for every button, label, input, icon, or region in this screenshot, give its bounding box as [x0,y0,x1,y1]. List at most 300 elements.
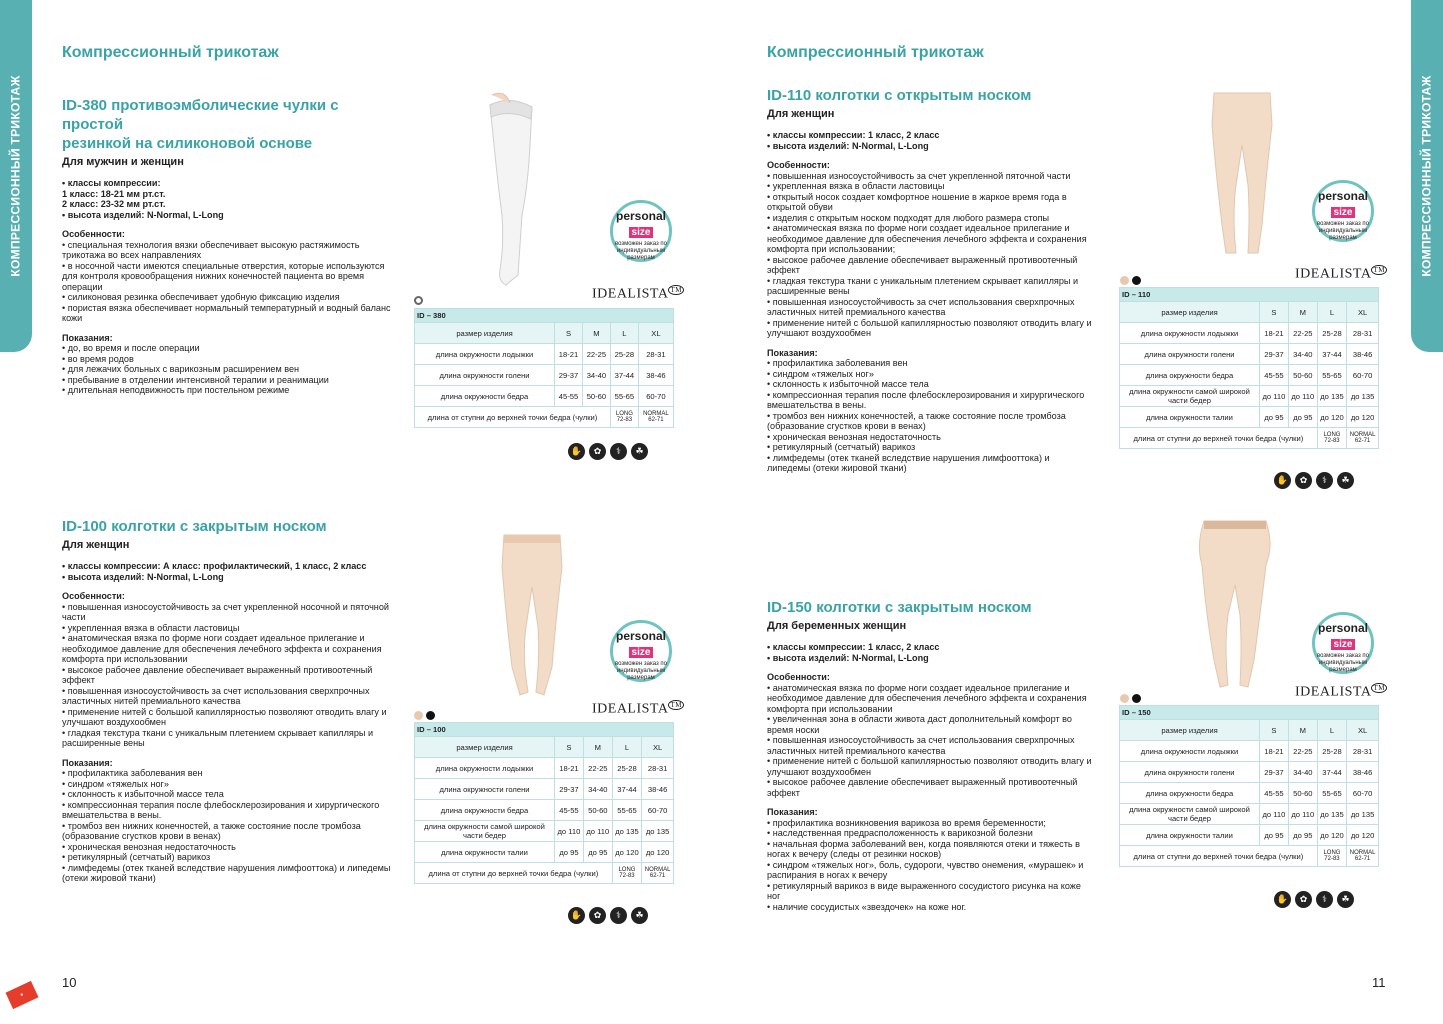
table-cell: 22-25 [582,344,610,365]
table-cell: 37-44 [1317,762,1346,783]
indications-heading: Показания: [62,757,113,768]
normal-value: 62-71 [1354,438,1371,444]
feature-item: • силиконовая резинка обеспечивает удобную фиксацию изделия [62,292,340,302]
indication-item: • синдром «тяжелых ног» [62,778,169,789]
table-cell: длина от ступни до верхней точки бедра (чулки) [1120,428,1318,449]
table-cell: 45-55 [555,386,583,407]
table-cell: 38-46 [1347,762,1379,783]
brand-logo: IDEALISTA ™ [592,286,682,302]
normal-value: 62-71 [648,417,664,423]
table-length-row [415,407,674,428]
feature-item: • повышенная износоустойчивость за счет использования сверхпрочных эластичных нитей премиального качества [767,296,1075,317]
table-row [415,344,674,365]
table-cell: 25-28 [1317,323,1346,344]
personal-size-badge: personal size возможен заказ по индивидуальным размерам [610,200,672,262]
spec-line: 2 класс: 23-32 мм рт.ст. [62,199,166,209]
normal-label: NORMAL [1349,432,1376,438]
table-cell: до 110 [555,821,584,842]
table-cell: длина от ступни до верхней точки бедра (чулки) [415,863,613,884]
long-label: LONG [615,411,633,417]
long-value: 72-83 [616,417,633,423]
long-label: LONG [618,867,636,873]
color-swatches [414,707,438,717]
normal-value: 62-71 [649,873,666,879]
table-cell: 28-31 [1347,741,1379,762]
sensitive-skin-icon: ☘ [1337,891,1354,908]
spec-line: • классы компрессии: [62,178,161,188]
indication-item: • тромбоз вен нижних конечностей, а также состояние после тромбоза (образование сгустков крови в венах) [767,410,1066,431]
table-cell: 29-37 [1260,762,1289,783]
indication-item: • лимфедемы (отек тканей вследствие нарушения лимфооттока) и липедемы (отеки жировой ткани) [62,862,391,883]
product-id110 [767,86,1095,474]
feature-item: • повышенная износоустойчивость за счет использования сверхпрочных эластичных нитей премиального качества [62,685,370,706]
white-swatch [414,296,423,305]
personal-size-badge: personal size возможен заказ по индивидуальным размерам [1312,180,1374,242]
table-row [415,821,674,842]
table-cell: длина окружности талии [415,842,555,863]
table-cell: длина от ступни до верхней точки бедра (чулки) [1120,846,1318,867]
indication-item: • пребывание в отделении интенсивной терапии и реанимации [62,374,329,385]
table-cell: 22-25 [1288,323,1317,344]
table-cell: 45-55 [1260,365,1289,386]
sensitive-skin-icon: ☘ [631,907,648,924]
product-subtitle: Для женщин [767,108,835,120]
table-cell: до 110 [1260,386,1289,407]
product-id150 [767,598,1095,912]
table-cell: 50-60 [1288,783,1317,804]
table-id-label: ID – 110 [1120,288,1379,302]
feature-item: • специальная технология вязки обеспечивает высокую растяжимость трикотажа во всех направлениях [62,239,360,260]
table-cell: 28-31 [638,344,673,365]
indication-item: • хроническая венозная недостаточность [767,431,941,442]
table-cell: 55-65 [1317,783,1346,804]
feature-icons [1274,472,1354,489]
feature-item: • пористая вязка обеспечивает нормальный температурный и водный баланс кожи [62,302,391,323]
product-title: ID-150 колготки с закрытым носком [767,599,1032,616]
table-cell: до 120 [1317,825,1346,846]
feature-item: • анатомическая вязка по форме ноги создает идеальное прилегание и необходимое давление для обеспечения лечебного эффекта и сохранения комфорта при использовании; [767,223,1087,254]
long-label: LONG [1323,432,1341,438]
table-header-row [1120,302,1379,323]
table-cell: 55-65 [610,386,638,407]
product-id100 [62,517,392,884]
table-cell: до 95 [555,842,584,863]
table-id-label: ID – 100 [415,723,674,737]
color-swatches [1120,690,1144,700]
hypoallergenic-icon: ✿ [589,443,606,460]
feature-item: • увеличенная зона в области живота даст дополнительный комфорт во время носки [767,714,1072,735]
latex-free-icon: ✋ [568,443,585,460]
table-cell: длина окружности лодыжки [415,758,555,779]
indication-item: • хроническая венозная недостаточность [62,841,236,852]
table-id-row [1120,288,1379,302]
table-length-row [415,863,674,884]
long-value: 72-83 [1324,856,1340,862]
table-cell-long [612,863,641,884]
indication-item: • лимфедемы (отек тканей вследствие нарушения лимфооттока) и липедемы (отеки жировой ткани) [767,452,1050,473]
table-cell: до 110 [583,821,612,842]
latex-free-icon: ✋ [1274,891,1291,908]
feature-item: • анатомическая вязка по форме ноги создает идеальное прилегание и необходимое давление для обеспечения лечебного эффекта и сохранения комфорта при использовании [767,682,1087,714]
table-row [1120,344,1379,365]
table-id-label: ID – 380 [415,309,674,323]
personal-size-badge: personal size возможен заказ по индивидуальным размерам [610,620,672,682]
table-cell: 34-40 [582,365,610,386]
indication-item: • компрессионная терапия после флебосклерозирования и хирургического вмешательства в вены. [62,799,380,820]
table-id-row [415,309,674,323]
table-cell: до 110 [1288,386,1317,407]
spec-line: • классы компрессии: 1 класс, 2 класс [767,130,940,140]
table-cell: до 110 [1288,804,1317,825]
hypoallergenic-icon: ✿ [1295,891,1312,908]
table-cell: 22-25 [1288,741,1317,762]
table-cell: длина окружности лодыжки [415,344,555,365]
indication-item: • длительная неподвижность при постельном режиме [62,385,290,395]
color-swatches [414,292,426,302]
table-cell: 37-44 [612,779,641,800]
beige-swatch [414,711,423,720]
sidebar-label: КОМПРЕССИОННЫЙ ТРИКОТАЖ [1420,75,1435,277]
table-cell: 28-31 [1347,323,1379,344]
table-header-cell: L [612,737,641,758]
feature-item: • укрепленная вязка в области ластовицы [767,181,945,191]
size-table [414,308,674,428]
page-number-right: 11 [1372,975,1386,990]
indication-item: • профилактика заболевания вен [62,768,203,778]
table-cell-normal [642,863,674,884]
black-swatch [426,711,435,720]
table-cell: 18-21 [555,758,584,779]
table-row [1120,365,1379,386]
spec-line: • высота изделий: N-Normal, L-Long [767,140,929,151]
indication-item: • синдром «тяжелых ног», боль, судороги, чувство онемения, «мурашек» и распирания в ногах к вечеру [767,859,1084,880]
indication-item: • для лежачих больных с варикозным расширением вен [62,364,300,374]
brand-logo: IDEALISTA ™ [1295,684,1385,700]
product-id380 [62,96,392,396]
table-header-cell: XL [638,323,673,344]
medical-icon: ⚕ [610,443,627,460]
table-cell: длина окружности самой широкой части бедер [1120,386,1260,407]
table-cell-long [1317,428,1346,449]
table-cell: 34-40 [1288,344,1317,365]
indication-item: • тромбоз вен нижних конечностей, а также состояние после тромбоза (образование сгустков крови в венах) [62,820,361,841]
indication-item: • ретикулярный (сетчатый) варикоз [62,852,211,862]
product-subtitle: Для мужчин и женщин [62,156,184,168]
table-cell: длина от ступни до верхней точки бедра (чулки) [415,407,611,428]
size-table [414,722,674,884]
long-label: LONG [1323,850,1341,856]
medical-icon: ⚕ [610,907,627,924]
table-header-cell: XL [1347,720,1379,741]
table-cell: до 120 [1347,407,1379,428]
medical-icon: ⚕ [1316,891,1333,908]
table-header-cell: размер изделия [415,323,555,344]
table-cell: 45-55 [1260,783,1289,804]
table-row [1120,783,1379,804]
sidebar-label: КОМПРЕССИОННЫЙ ТРИКОТАЖ [9,75,24,277]
feature-icons [1274,891,1354,908]
table-cell: 55-65 [612,800,641,821]
left-page [0,0,720,1024]
table-row [1120,407,1379,428]
indication-item: • склонность к избыточной массе тела [767,379,929,389]
indication-item: • начальная форма заболеваний вен, когда появляются отеки и тяжесть в ногах к вечеру (следы от резинки носков) [767,838,1080,859]
table-header-cell: XL [1347,302,1379,323]
spec-line: • высота изделий: N-Normal, L-Long [62,571,224,582]
table-row [415,800,674,821]
features-heading: Особенности: [62,229,125,239]
table-header-cell: L [1317,302,1346,323]
table-cell-normal [1347,846,1379,867]
table-row [415,365,674,386]
table-cell: длина окружности бедра [415,800,555,821]
personal-size-badge: personal size возможен заказ по индивидуальным размерам [1312,612,1374,674]
hypoallergenic-icon: ✿ [1295,472,1312,489]
publisher-logo: ● [6,981,39,1009]
feature-item: • открытый носок создает комфортное ношение в жаркое время года в открытой обуви [767,191,1067,212]
table-cell: длина окружности бедра [415,386,555,407]
table-header-cell: S [555,323,583,344]
table-cell: 60-70 [642,800,674,821]
indication-item: • ретикулярный (сетчатый) варикоз [767,442,916,452]
table-cell: до 135 [1347,386,1379,407]
table-cell: 38-46 [642,779,674,800]
table-row [415,842,674,863]
table-cell: до 95 [1260,407,1289,428]
right-page [722,0,1443,1024]
table-header-row [415,737,674,758]
table-cell: до 95 [583,842,612,863]
table-cell: 25-28 [1317,741,1346,762]
section-title: Компрессионный трикотаж [767,44,984,61]
long-value: 72-83 [1324,438,1340,444]
feature-item: • высокое рабочее давление обеспечивает выраженный противоотечный эффект [767,254,1078,275]
table-row [1120,741,1379,762]
table-row [1120,804,1379,825]
table-cell: 22-25 [583,758,612,779]
features-heading: Особенности: [767,160,830,170]
brand-logo: IDEALISTA ™ [592,701,682,717]
table-cell: длина окружности бедра [1120,783,1260,804]
table-cell-long [610,407,638,428]
spec-line: • классы компрессии: А класс: профилактический, 1 класс, 2 класс [62,561,367,571]
table-id-row [1120,706,1379,720]
feature-item: • в носочной части имеются специальные отверстия, которые используются для контроля кровообращения нижних конечностей пациента во время операции [62,260,385,292]
sidebar-tab-right [1411,0,1443,352]
table-cell: до 135 [612,821,641,842]
table-cell: длина окружности бедра [1120,365,1260,386]
table-cell: длина окружности самой широкой части бедер [1120,804,1260,825]
feature-icons [568,907,648,924]
feature-item: • высокое рабочее давление обеспечивает выраженный противоотечный эффект [62,664,373,685]
sensitive-skin-icon: ☘ [1337,472,1354,489]
feature-item: • гладкая текстура ткани с уникальным плетением скрывает капилляры и расширенные вены [62,727,374,748]
table-cell-normal [638,407,673,428]
feature-item: • укрепленная вязка в области ластовицы [62,622,240,633]
table-cell: 25-28 [612,758,641,779]
hypoallergenic-icon: ✿ [589,907,606,924]
indications-heading: Показания: [62,332,113,343]
table-cell: до 120 [1347,825,1379,846]
indication-item: • склонность к избыточной массе тела [62,789,224,799]
table-cell: 25-28 [610,344,638,365]
table-cell: 60-70 [638,386,673,407]
normal-label: NORMAL [643,411,669,417]
brand-logo: IDEALISTA ™ [1295,266,1385,282]
indication-item: • синдром «тяжелых ног» [767,368,874,379]
table-length-row [1120,428,1379,449]
table-cell: 29-37 [555,365,583,386]
sensitive-skin-icon: ☘ [631,443,648,460]
spec-line: • высота изделий: N-Normal, L-Long [767,652,929,663]
table-cell: до 120 [612,842,641,863]
table-row [1120,825,1379,846]
spec-line: 1 класс: 18-21 мм рт.ст. [62,188,166,199]
beige-swatch [1120,276,1129,285]
table-row [415,386,674,407]
tights-open-toe-image [1202,85,1282,270]
medical-icon: ⚕ [1316,472,1333,489]
beige-swatch [1120,694,1129,703]
table-cell: длина окружности талии [1120,825,1260,846]
indication-item: • во время родов [62,353,134,364]
indication-item: • наличие сосудистых «звездочек» на коже ног. [767,901,967,912]
product-description [767,130,1095,474]
table-cell: 34-40 [1288,762,1317,783]
table-cell: 28-31 [642,758,674,779]
table-cell: 50-60 [1288,365,1317,386]
table-header-cell: M [1288,302,1317,323]
table-cell: 50-60 [583,800,612,821]
feature-icons [568,443,648,460]
feature-item: • применение нитей с большой капиллярностью позволяют отводить влагу и улучшают воздухообмен [767,317,1092,338]
feature-item: • повышенная износоустойчивость за счет укрепленной носочной и пяточной части [62,601,389,622]
table-cell: 38-46 [638,365,673,386]
table-cell: до 135 [1347,804,1379,825]
table-cell: 37-44 [610,365,638,386]
table-header-cell: размер изделия [1120,720,1260,741]
feature-item: • гладкая текстура ткани с уникальным плетением скрывает капилляры и расширенные вены [767,275,1079,296]
black-swatch [1132,694,1141,703]
product-subtitle: Для женщин [62,539,130,551]
table-row [1120,323,1379,344]
normal-value: 62-71 [1354,856,1371,862]
table-header-cell: S [555,737,584,758]
product-subtitle: Для беременных женщин [767,620,907,632]
table-cell: длина окружности самой широкой части бедер [415,821,555,842]
table-id-row [415,723,674,737]
table-cell: до 120 [1317,407,1346,428]
indication-item: • профилактика возникновения варикоза во время беременности; [767,817,1046,828]
product-description [62,178,392,396]
latex-free-icon: ✋ [1274,472,1291,489]
feature-item: • изделия с открытым носком подходят для любого размера стопы [767,212,1050,223]
normal-label: NORMAL [1349,850,1376,856]
indications-heading: Показания: [767,807,818,817]
sidebar-tab-left [0,0,32,352]
indication-item: • наследственная предрасположенность к варикозной болезни [767,828,1033,838]
product-description [62,561,392,884]
table-cell: до 95 [1288,825,1317,846]
table-cell: до 95 [1288,407,1317,428]
table-header-cell: размер изделия [1120,302,1260,323]
table-header-cell: S [1260,720,1289,741]
table-cell-long [1317,846,1346,867]
feature-item: • применение нитей с большой капиллярностью позволяют отводить влагу и улучшают воздухообмен [62,706,387,727]
feature-item: • повышенная износоустойчивость за счет укрепленной пяточной части [767,170,1071,181]
indications-heading: Показания: [767,347,818,358]
table-cell: 60-70 [1347,783,1379,804]
product-title: ID-100 колготки с закрытым носком [62,518,327,535]
table-header-row [415,323,674,344]
feature-item: • высокое рабочее давление обеспечивает выраженный противоотечный эффект [767,777,1078,798]
table-header-cell: L [610,323,638,344]
feature-item: • применение нитей с большой капиллярностью позволяют отводить влагу и улучшают воздухообмен [767,756,1092,777]
table-cell: 38-46 [1347,344,1379,365]
table-cell: длина окружности голени [415,779,555,800]
table-cell: до 135 [1317,386,1346,407]
table-cell: длина окружности голени [415,365,555,386]
table-cell: 50-60 [582,386,610,407]
size-table [1119,705,1379,867]
table-row [1120,762,1379,783]
table-header-cell: L [1317,720,1346,741]
table-cell: до 95 [1260,825,1289,846]
spec-line: • классы компрессии: 1 класс, 2 класс [767,642,940,652]
table-cell-normal [1347,428,1379,449]
color-swatches [1120,272,1144,282]
table-cell: 29-37 [555,779,584,800]
table-length-row [1120,846,1379,867]
table-header-cell: S [1260,302,1289,323]
maternity-tights-image [1190,515,1280,700]
black-swatch [1132,276,1141,285]
table-header-cell: размер изделия [415,737,555,758]
table-cell: 18-21 [555,344,583,365]
table-header-row [1120,720,1379,741]
product-title: ID-110 колготки с открытым носком [767,87,1032,104]
table-cell: 60-70 [1347,365,1379,386]
table-header-cell: M [583,737,612,758]
product-title: ID-380 противоэмболические чулки с простой резинкой на силиконовой основе [62,97,339,152]
table-header-cell: XL [642,737,674,758]
size-table [1119,287,1379,449]
table-id-label: ID – 150 [1120,706,1379,720]
long-value: 72-83 [619,873,635,879]
spec-line: • высота изделий: N-Normal, L-Long [62,209,224,220]
product-description [767,642,1095,912]
table-cell: 29-37 [1260,344,1289,365]
section-title: Компрессионный трикотаж [62,44,279,61]
stocking-image [470,85,550,300]
table-row [415,758,674,779]
table-row [415,779,674,800]
table-cell: до 120 [642,842,674,863]
feature-item: • анатомическая вязка по форме ноги создает идеальное прилегание и необходимое давление для обеспечения лечебного эффекта и сохранения комфорта при использовании [62,633,382,664]
feature-item: • повышенная износоустойчивость за счет использования сверхпрочных эластичных нитей премиального качества [767,735,1075,756]
indication-item: • профилактика заболевания вен [767,358,908,368]
indication-item: • компрессионная терапия после флебосклерозирования и хирургического вмешательства в вены. [767,389,1085,410]
tights-image [492,527,572,707]
latex-free-icon: ✋ [568,907,585,924]
table-cell: 45-55 [555,800,584,821]
table-cell: 34-40 [583,779,612,800]
table-cell: 18-21 [1260,323,1289,344]
table-cell: 55-65 [1317,365,1346,386]
table-cell: длина окружности голени [1120,762,1260,783]
table-header-cell: M [582,323,610,344]
table-header-cell: M [1288,720,1317,741]
